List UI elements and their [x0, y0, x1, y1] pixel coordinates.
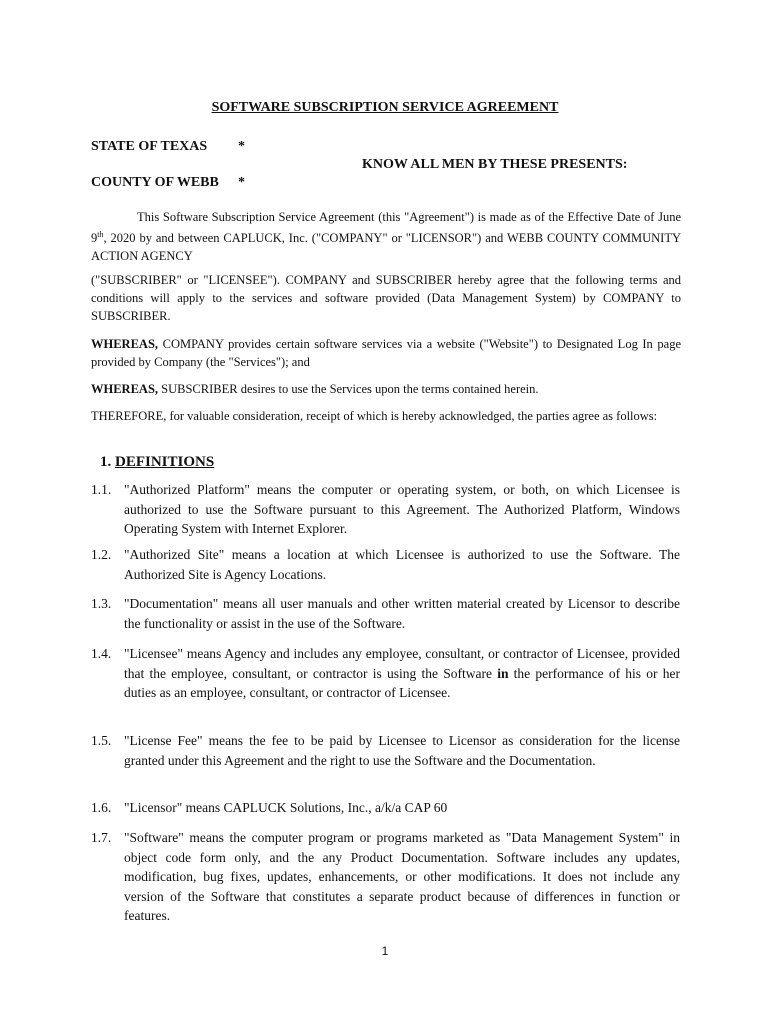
section-heading-definitions: [100, 454, 214, 471]
item-text-bold: in: [497, 665, 509, 681]
item-number: 1.2.: [91, 547, 112, 562]
intro-text-a: This Software Subscription Service Agreement (this "Agreement") is made as of the Effective Date of June 9: [91, 210, 681, 246]
whereas-label-1: WHEREAS,: [91, 337, 159, 351]
whereas-paragraph-2: [91, 380, 681, 398]
county-star: *: [238, 175, 245, 190]
whereas-label-2: WHEREAS,: [91, 382, 159, 396]
item-text: "Authorized Site" means a location at which Licensee is authorized to use the Software. The Authorized Site is Agency Locations.: [124, 547, 680, 582]
whereas-text-2: SUBSCRIBER desires to use the Services upon the terms contained herein.: [158, 382, 539, 396]
know-all-men-heading: KNOW ALL MEN BY THESE PRESENTS:: [362, 157, 628, 172]
intro-text-b: , 2020 by and between CAPLUCK, Inc. ("COMPANY" or "LICENSOR") and WEBB COUNTY COMMUNITY ACTION AGENCY: [91, 231, 681, 264]
item-number: 1.5.: [91, 733, 112, 748]
definition-item: [91, 798, 680, 818]
item-text: "Licensor" means CAPLUCK Solutions, Inc., a/k/a CAP 60: [124, 800, 448, 815]
item-text-a: "Licensee" means Agency and includes any employee, consultant, or contractor of Licensee, provided that the employee, consultant, or contractor is using the Software: [124, 646, 680, 681]
state-label: STATE OF TEXAS: [91, 139, 208, 154]
item-text: [91, 644, 680, 703]
definition-item: [91, 545, 680, 584]
whereas-paragraph-1: [91, 335, 681, 371]
definition-item: [91, 644, 680, 703]
definition-item: [91, 594, 680, 633]
definition-item: [91, 828, 680, 926]
whereas-text-1: COMPANY provides certain software services via a website ("Website") to Designated Log In page provided by Company (the "Services"); and: [91, 337, 681, 369]
therefore-paragraph: THEREFORE, for valuable consideration, receipt of which is hereby acknowledged, the parties agree as follows:: [91, 409, 658, 423]
item-number: 1.4.: [91, 646, 112, 661]
item-text: "Documentation" means all user manuals and other written material created by Licensor to describe the functionality or assist in the use of the Software.: [124, 596, 680, 631]
intro-paragraph: [91, 208, 681, 265]
section-number: 1.: [100, 454, 115, 470]
parties-paragraph: ("SUBSCRIBER" or "LICENSEE"). COMPANY and SUBSCRIBER hereby agree that the following terms and conditions will apply to the services and software provided (Data Management System) by COMPANY to SUBSCRIBER.: [91, 273, 681, 323]
item-text-b: the performance of his or her duties as an employee, consultant, or contractor of Licensee.: [124, 665, 680, 700]
page-title: SOFTWARE SUBSCRIPTION SERVICE AGREEMENT: [211, 100, 559, 115]
county-label: COUNTY OF WEBB: [91, 175, 219, 190]
definition-item: [91, 731, 680, 770]
item-number: 1.3.: [91, 596, 112, 611]
page-number: 1: [381, 944, 389, 958]
intro-superscript: th: [97, 230, 104, 239]
item-number: 1.7.: [91, 830, 112, 845]
section-title: DEFINITIONS: [115, 454, 215, 470]
item-text: "Authorized Platform" means the computer or operating system, or both, on which Licensee is authorized to use the Software pursuant to this Agreement. The Authorized Platform, Windows Operating System with Internet Explorer.: [124, 482, 680, 536]
item-text: "License Fee" means the fee to be paid by Licensee to Licensor as consideration for the license granted under this Agreement and the right to use the Software and the Documentation.: [124, 733, 680, 768]
item-number: 1.6.: [91, 800, 112, 815]
item-number: 1.1.: [91, 482, 112, 497]
state-star: *: [238, 139, 245, 154]
definition-item: [91, 480, 680, 539]
item-text: "Software" means the computer program or programs marketed as "Data Management System" in object code form only, and the any Product Documentation. Software includes any updates, modification, bug fixes, updates, enhancements, or other modifications. It does not include any version of the Software that constitutes a separate product because of differences in function or features.: [124, 830, 680, 923]
